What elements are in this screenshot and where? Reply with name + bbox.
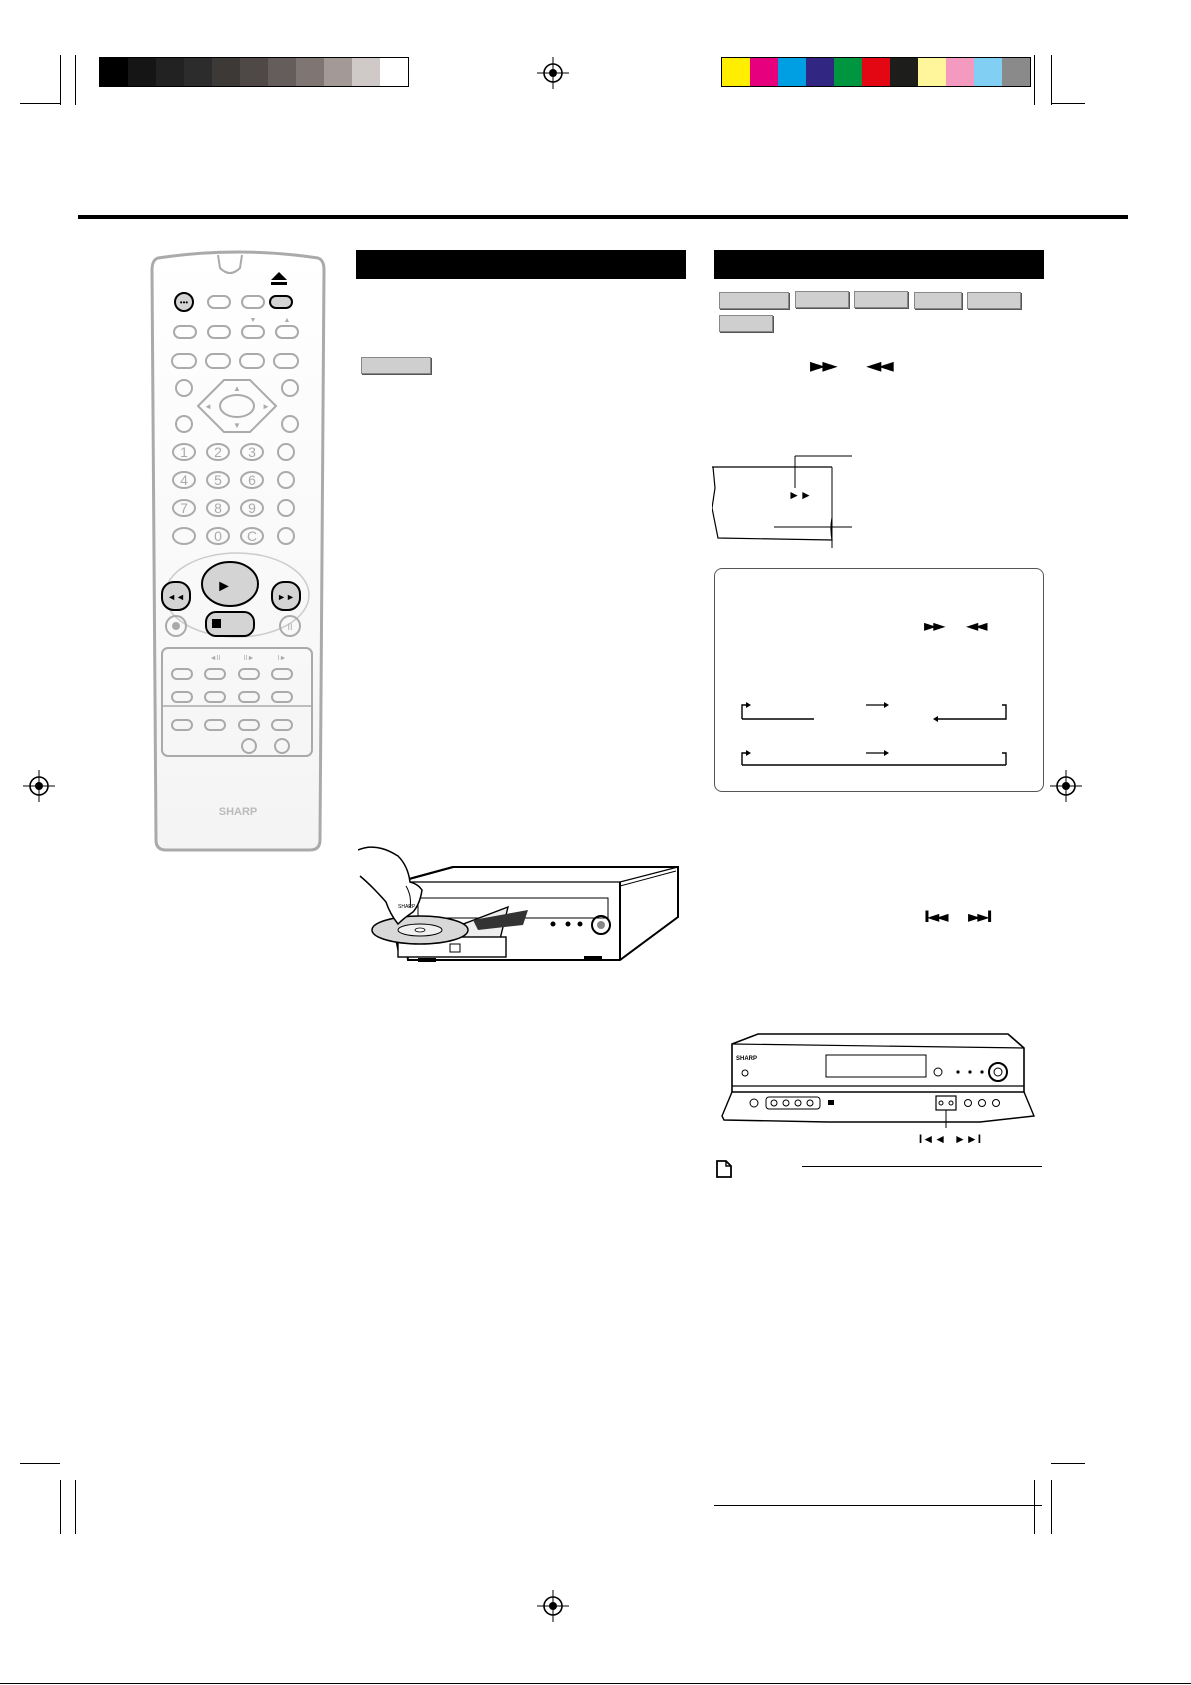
disc-type-tag-vcd (914, 292, 962, 309)
svg-text:I►: I► (277, 655, 287, 662)
registration-mark-icon (537, 57, 569, 89)
color-swatch-5 (862, 58, 890, 86)
gray-swatch-8 (324, 58, 352, 86)
right-column-bottom-rule (714, 1505, 1042, 1506)
svg-text:▼: ▼ (233, 421, 241, 430)
crop-mark (20, 1463, 60, 1464)
skip-previous-icon: I◄◄ (924, 907, 946, 926)
front-panel-next-label: ►►I (954, 1132, 982, 1146)
grayscale-calibration-bar (99, 57, 409, 87)
gray-swatch-10 (380, 58, 408, 86)
player-loading-disc-illustration (358, 842, 683, 964)
digit-2-label: 2 (214, 444, 222, 460)
gray-swatch-6 (268, 58, 296, 86)
crop-mark (60, 1480, 61, 1534)
crop-mark (75, 1480, 76, 1534)
disc-type-tag-dvd-video (719, 292, 789, 309)
svg-text:II: II (287, 622, 293, 632)
crop-mark (1051, 55, 1052, 105)
remote-brand-logo: SHARP (218, 806, 258, 818)
svg-text:II►: II► (243, 655, 255, 662)
svg-text:◄II: ◄II (209, 655, 221, 662)
color-swatch-8 (946, 58, 974, 86)
crop-mark (1034, 1480, 1035, 1534)
right-section-heading-bar (714, 250, 1044, 279)
crop-mark (1051, 1480, 1052, 1534)
digit-9-label: 9 (248, 500, 256, 516)
svg-text:◄◄: ◄◄ (167, 592, 185, 602)
registration-mark-icon (23, 770, 55, 802)
color-calibration-bar (721, 57, 1031, 87)
svg-text:▼: ▼ (249, 317, 257, 324)
color-swatch-0 (722, 58, 750, 86)
bottom-trim-line (0, 1683, 1191, 1684)
color-swatch-10 (1002, 58, 1030, 86)
front-panel-prev-label: I◄◄ (918, 1132, 946, 1146)
svg-text:SHARP: SHARP (398, 904, 416, 910)
crop-mark (1051, 1463, 1085, 1464)
color-swatch-6 (890, 58, 918, 86)
disc-type-tag (361, 357, 431, 374)
gray-swatch-9 (352, 58, 380, 86)
crop-mark (20, 103, 60, 104)
crop-mark (1051, 103, 1085, 104)
color-swatch-4 (834, 58, 862, 86)
digit-5-label: 5 (214, 472, 222, 488)
front-panel-brand: SHARP (736, 1056, 758, 1062)
digit-6-label: 6 (248, 472, 256, 488)
speed-box-ff-icon: ►► (924, 616, 943, 635)
note-header-rule (802, 1166, 1042, 1167)
skip-next-icon: ►►I (968, 907, 990, 926)
svg-text:►►: ►► (277, 592, 295, 602)
svg-text:•••: ••• (179, 298, 189, 307)
speed-box-rew-icon: ◄◄ (966, 616, 985, 635)
speed-cycle-diagram (738, 695, 1018, 775)
fast-forward-icon: ►► (810, 353, 835, 377)
digit-8-label: 8 (214, 500, 222, 516)
crop-mark (60, 55, 61, 105)
disc-type-tag-dvd-r (854, 291, 908, 308)
gray-swatch-2 (156, 58, 184, 86)
color-swatch-1 (750, 58, 778, 86)
front-panel-illustration (718, 1030, 1038, 1148)
clear-label: C (246, 528, 258, 544)
crop-mark (75, 55, 76, 105)
left-section-heading-bar (356, 250, 686, 279)
svg-text:▲: ▲ (283, 317, 291, 324)
svg-text:►: ► (216, 578, 232, 595)
digit-4-label: 4 (180, 472, 188, 488)
svg-text:►: ► (262, 402, 270, 411)
crop-mark (1034, 55, 1035, 105)
registration-mark-icon (537, 1590, 569, 1622)
gray-swatch-0 (100, 58, 128, 86)
digit-7-label: 7 (180, 500, 188, 516)
gray-swatch-3 (184, 58, 212, 86)
gray-swatch-7 (296, 58, 324, 86)
header-rule (78, 215, 1128, 219)
color-swatch-9 (974, 58, 1002, 86)
disc-type-tag-cd (967, 292, 1021, 309)
digit-0-label: 0 (214, 528, 222, 544)
color-swatch-7 (918, 58, 946, 86)
fast-reverse-icon: ◄◄ (866, 353, 891, 377)
remote-control-illustration (148, 250, 328, 855)
color-swatch-2 (778, 58, 806, 86)
display-ff-indicator: ►► (788, 488, 812, 502)
svg-text:◄: ◄ (204, 402, 212, 411)
digit-1-label: 1 (180, 444, 188, 460)
display-callout-illustration (712, 448, 862, 553)
svg-text:▲: ▲ (233, 384, 241, 393)
disc-type-tag-dvd-rw (795, 291, 849, 308)
gray-swatch-4 (212, 58, 240, 86)
disc-type-tag-mp3 (719, 315, 773, 332)
gray-swatch-1 (128, 58, 156, 86)
color-swatch-3 (806, 58, 834, 86)
digit-3-label: 3 (248, 444, 256, 460)
registration-mark-icon (1050, 770, 1082, 802)
note-icon (716, 1160, 732, 1178)
gray-swatch-5 (240, 58, 268, 86)
